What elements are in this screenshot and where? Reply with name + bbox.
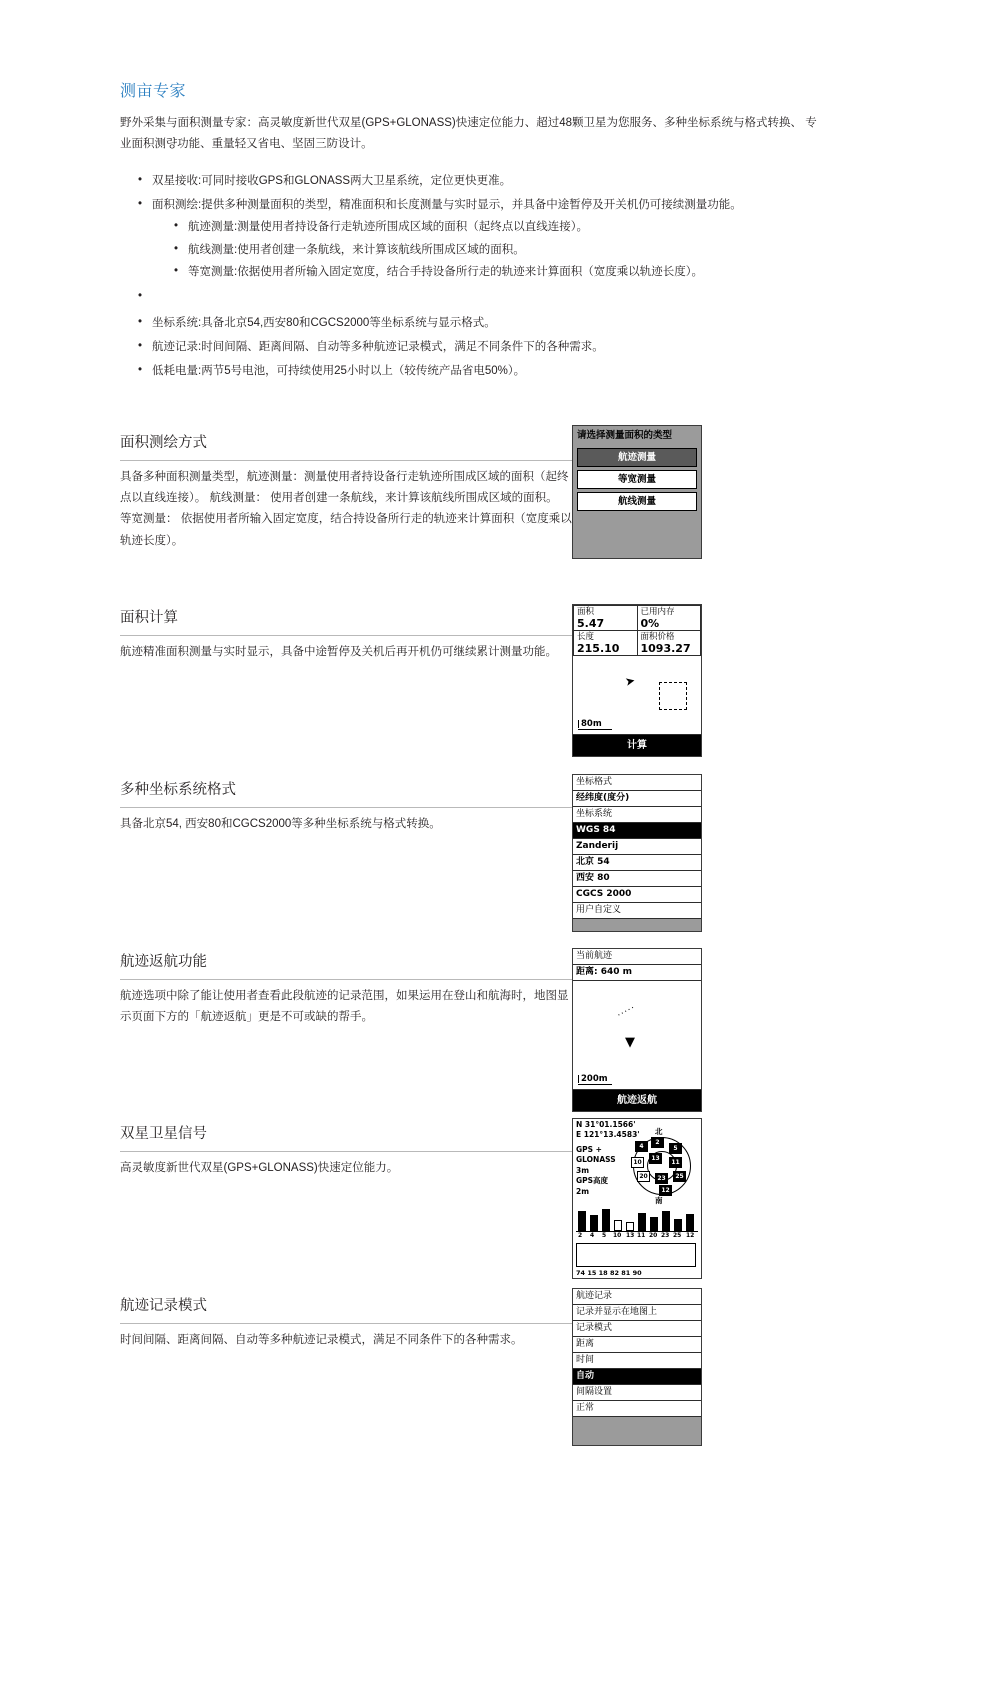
- sv-id-label: 25: [673, 1231, 682, 1239]
- cell-label: 已用内存: [640, 606, 675, 617]
- accuracy-value: 3m: [576, 1165, 590, 1175]
- signal-bar: [590, 1215, 598, 1231]
- signal-bar: [686, 1214, 694, 1231]
- coord-format-label: 坐标格式: [573, 775, 701, 791]
- sv-id-label: 13: [626, 1231, 635, 1239]
- cell-value: 5.47: [577, 616, 605, 630]
- sky-plot: [629, 1126, 695, 1205]
- feature-title: 面积计算: [120, 606, 572, 636]
- list-item: • 等宽测量:依据使用者所输入固定宽度，结合手持设备所行走的轨迹来计算面积（宽度乘以轨迹长度）。: [174, 261, 880, 283]
- sv-id-label: 20: [649, 1231, 658, 1239]
- feature-section-area-calc: [120, 606, 880, 778]
- satellite-marker: 25: [673, 1171, 686, 1182]
- screen-body: [573, 775, 701, 919]
- system-label-line1: GPS +: [576, 1144, 602, 1154]
- longitude-readout: E 121°13.4583': [576, 1129, 640, 1139]
- track-log-subtitle[interactable]: 记录并显示在地图上: [573, 1305, 701, 1321]
- feature-text: [120, 1122, 572, 1179]
- sv-id-label: 5: [602, 1231, 607, 1239]
- cell-length: [574, 630, 638, 655]
- satellite-marker: 20: [637, 1171, 650, 1182]
- sv-id-label: 74: [576, 1268, 586, 1277]
- list-item: [138, 336, 880, 358]
- coord-system-cgcs2000[interactable]: CGCS 2000: [573, 887, 701, 903]
- track-map[interactable]: [573, 981, 701, 1090]
- record-mode-auto[interactable]: 自动: [573, 1369, 701, 1385]
- coord-system-beijing54[interactable]: 北京 54: [573, 855, 701, 871]
- sv-id-row-secondary: [573, 1269, 701, 1278]
- direction-south-label: 南: [655, 1195, 663, 1205]
- map-scale-label: 80m: [581, 718, 602, 729]
- coord-system-zanderij[interactable]: Zanderij: [573, 839, 701, 855]
- signal-bar: [650, 1217, 658, 1231]
- satellite-marker: 5: [669, 1143, 682, 1154]
- cell-area-price: [637, 630, 701, 655]
- feature-section-track-back: [120, 950, 880, 1122]
- sv-id-label: 23: [661, 1231, 670, 1239]
- feature-section-satellite: [120, 1119, 880, 1294]
- screen-header: 请选择测量面积的类型: [573, 426, 701, 445]
- feature-text: [120, 778, 572, 835]
- satellite-marker: 13: [649, 1153, 662, 1164]
- feature-description: 具备北京54, 西安80和CGCS2000等多种坐标系统与格式转换。: [120, 817, 441, 830]
- screen-filler: [573, 919, 701, 931]
- list-item: [138, 170, 880, 192]
- track-back-button[interactable]: 航迹返航: [573, 1090, 701, 1111]
- record-mode-distance[interactable]: 距离: [573, 1337, 701, 1353]
- satellite-marker: 11: [669, 1157, 682, 1168]
- measurement-table: [573, 605, 701, 656]
- track-log-title: 航迹记录: [573, 1289, 701, 1305]
- altitude-value: 2m: [576, 1186, 590, 1196]
- device-screen-area-type: [572, 425, 702, 559]
- device-screen-track-nav: [572, 948, 702, 1112]
- feature-text: [120, 431, 572, 552]
- list-item: • 航迹测量:测量使用者持设备行走轨迹所围成区域的面积（起终点以直线连接）。: [174, 216, 880, 238]
- screen-filler: [573, 514, 701, 558]
- satellite-marker: 2: [651, 1137, 664, 1148]
- satellite-marker: 4: [635, 1141, 648, 1152]
- signal-bar: [602, 1209, 610, 1231]
- bullet-text: 航迹记录:时间间隔、距离间隔、自动等多种航迹记录模式，满足不同条件下的各种需求。: [152, 341, 604, 354]
- calculate-button[interactable]: 计算: [573, 735, 701, 756]
- bullet-text: 双星接收:可同时接收GPS和GLONASS两大卫星系统，定位更快更准。: [152, 174, 512, 187]
- coord-system-wgs84[interactable]: WGS 84: [573, 823, 701, 839]
- feature-text: [120, 606, 572, 663]
- map-preview[interactable]: [573, 656, 701, 735]
- bullet-text: 面积测绘:提供多种测量面积的类型，精准面积和长度测量与实时显示，并具备中途暂停及开关机仍可接续测量功能。: [152, 198, 742, 211]
- coord-system-label: 坐标系统: [573, 807, 701, 823]
- signal-strength-bars-secondary: [576, 1243, 696, 1267]
- list-item: [138, 312, 880, 334]
- option-track-survey[interactable]: 航迹测量: [577, 448, 697, 467]
- satellite-marker: 10: [631, 1157, 644, 1168]
- track-distance: [573, 965, 701, 981]
- list-item: [138, 360, 880, 382]
- signal-bar: [626, 1222, 634, 1231]
- list-spacer: [138, 286, 880, 310]
- sv-id-label: 12: [686, 1231, 695, 1239]
- feature-description: 具备多种面积测量类型，航迹测量：测量使用者持设备行走轨迹所围成区域的面积（起终点以直线连接）。 航线测量： 使用者创建一条航线，来计算该航线所围成区域的面积。 等宽测量： 依据使用者所输入固定宽度，结合持设备所行走的轨迹来计算面积（宽度乘以轨迹长度）。: [120, 470, 572, 547]
- direction-north-label: 北: [655, 1126, 663, 1136]
- cell-label: 面积: [577, 606, 595, 617]
- measured-polygon-outline: [659, 682, 687, 710]
- sv-id-label: 18: [598, 1268, 608, 1277]
- system-label-line2: GLONASS: [576, 1155, 616, 1165]
- status-readouts: [576, 1145, 624, 1198]
- device-screen-track-log: [572, 1288, 702, 1446]
- cell-area: [574, 605, 638, 630]
- cell-memory-used: [637, 605, 701, 630]
- feature-section-coord-systems: [120, 778, 880, 950]
- coord-system-user-defined[interactable]: 用户自定义: [573, 903, 701, 919]
- record-mode-time[interactable]: 时间: [573, 1353, 701, 1369]
- sv-id-label: 11: [637, 1231, 646, 1239]
- bullet-text: 低耗电量:两节5号电池，可持续使用25小时以上（较传统产品省电50%）。: [152, 365, 526, 378]
- option-route-survey[interactable]: 航线测量: [577, 492, 697, 511]
- feature-title: 多种坐标系统格式: [120, 778, 572, 808]
- device-screen-area-calc: [572, 604, 702, 757]
- table-row: [574, 630, 701, 655]
- feature-description: 时间间隔、距离间隔、自动等多种航迹记录模式，满足不同条件下的各种需求。: [120, 1333, 523, 1346]
- screen-filler: [573, 1417, 701, 1445]
- intro-paragraph: 野外采集与面积测量专家：高灵敏度新世代双星(GPS+GLONASS)快速定位能力、超过48颗卫星为您服务、多种坐标系统与格式转换、 专业面积测량功能、重量轻又省电、坚固三防设计。: [120, 117, 817, 151]
- cell-label: 长度: [577, 631, 595, 642]
- cell-value: 0%: [640, 616, 660, 630]
- feature-title: 航迹记录模式: [120, 1294, 572, 1324]
- map-scale-label: 200m: [581, 1073, 608, 1084]
- sv-id-label: 15: [587, 1268, 597, 1277]
- feature-sections: [120, 431, 880, 1474]
- list-item: [138, 194, 880, 284]
- track-path-dots: ·····: [615, 1002, 638, 1021]
- feature-text: [120, 1294, 572, 1351]
- signal-bar: [662, 1211, 670, 1231]
- list-item: • 航线测量:使用者创建一条航线，来计算该航线所围成区域的面积。: [174, 239, 880, 261]
- cell-label: 面积价格: [640, 631, 675, 642]
- sub-bullet-list: [152, 216, 880, 283]
- satellite-marker: 12: [659, 1185, 672, 1196]
- interval-setting-label: 间隔设置: [573, 1385, 701, 1401]
- signal-bar: [674, 1219, 682, 1231]
- feature-title: 航迹返航功能: [120, 950, 572, 980]
- feature-description: 高灵敏度新世代双星(GPS+GLONASS)快速定位能力。: [120, 1161, 399, 1174]
- signal-bar: [638, 1213, 646, 1231]
- signal-bar: [578, 1211, 586, 1231]
- bullet-text: 坐标系统:具备北京54,西安80和CGCS2000等坐标系统与显示格式。: [152, 316, 496, 329]
- latitude-readout: N 31°01.1566': [576, 1119, 636, 1129]
- screen-body: [573, 949, 701, 1090]
- record-mode-label: 记录模式: [573, 1321, 701, 1337]
- device-screen-satellite: [572, 1118, 702, 1279]
- feature-text: [120, 950, 572, 1029]
- satellite-marker: 23: [655, 1173, 668, 1184]
- altitude-label: GPS高度: [576, 1176, 609, 1186]
- cell-value: 1093.27: [640, 641, 691, 655]
- feature-description: 航迹精准面积测量与实时显示，具备中途暂停及关机后再开机仍可继续累计测量功能。: [120, 645, 557, 658]
- satellite-view[interactable]: [573, 1119, 701, 1269]
- signal-bar: [614, 1220, 622, 1231]
- feature-title: 双星卫星信号: [120, 1122, 572, 1152]
- position-marker-icon: ▼: [625, 1034, 635, 1050]
- signal-strength-bars: [576, 1205, 698, 1239]
- distance-label: 距离:: [576, 966, 598, 977]
- cell-value: 215.10: [577, 641, 620, 655]
- current-track-title: 当前航迹: [573, 949, 701, 965]
- page-title: 测亩专家: [120, 83, 187, 100]
- sv-id-label: 2: [578, 1231, 583, 1239]
- feature-description: 航迹选项中除了能让使用者查看此段航迹的记录范围，如果运用在登山和航海时，地图显示页面下方的「航迹返航」更是不可或缺的帮手。: [120, 989, 569, 1024]
- coord-system-xian80[interactable]: 西安 80: [573, 871, 701, 887]
- feature-section-track-log: [120, 1290, 880, 1474]
- option-fixed-width-survey[interactable]: 等宽测量: [577, 470, 697, 489]
- sv-id-label: 81: [621, 1268, 631, 1277]
- coord-format-value[interactable]: 经纬度(度分): [573, 791, 701, 807]
- sv-id-label: 90: [632, 1268, 642, 1277]
- feature-bullet-list: [120, 170, 880, 383]
- sv-id-label: 10: [613, 1231, 622, 1239]
- device-screen-coord-systems: [572, 774, 702, 932]
- sv-id-label: 4: [590, 1231, 595, 1239]
- feature-title: 面积测绘方式: [120, 431, 572, 461]
- distance-value: 640 m: [600, 966, 633, 977]
- interval-setting-value[interactable]: 正常: [573, 1401, 701, 1417]
- table-row: [574, 605, 701, 630]
- feature-section-area-survey: [120, 431, 880, 606]
- cursor-arrow-icon: ➤: [623, 673, 637, 689]
- screen-body: [573, 1289, 701, 1417]
- sv-id-label: 82: [609, 1268, 619, 1277]
